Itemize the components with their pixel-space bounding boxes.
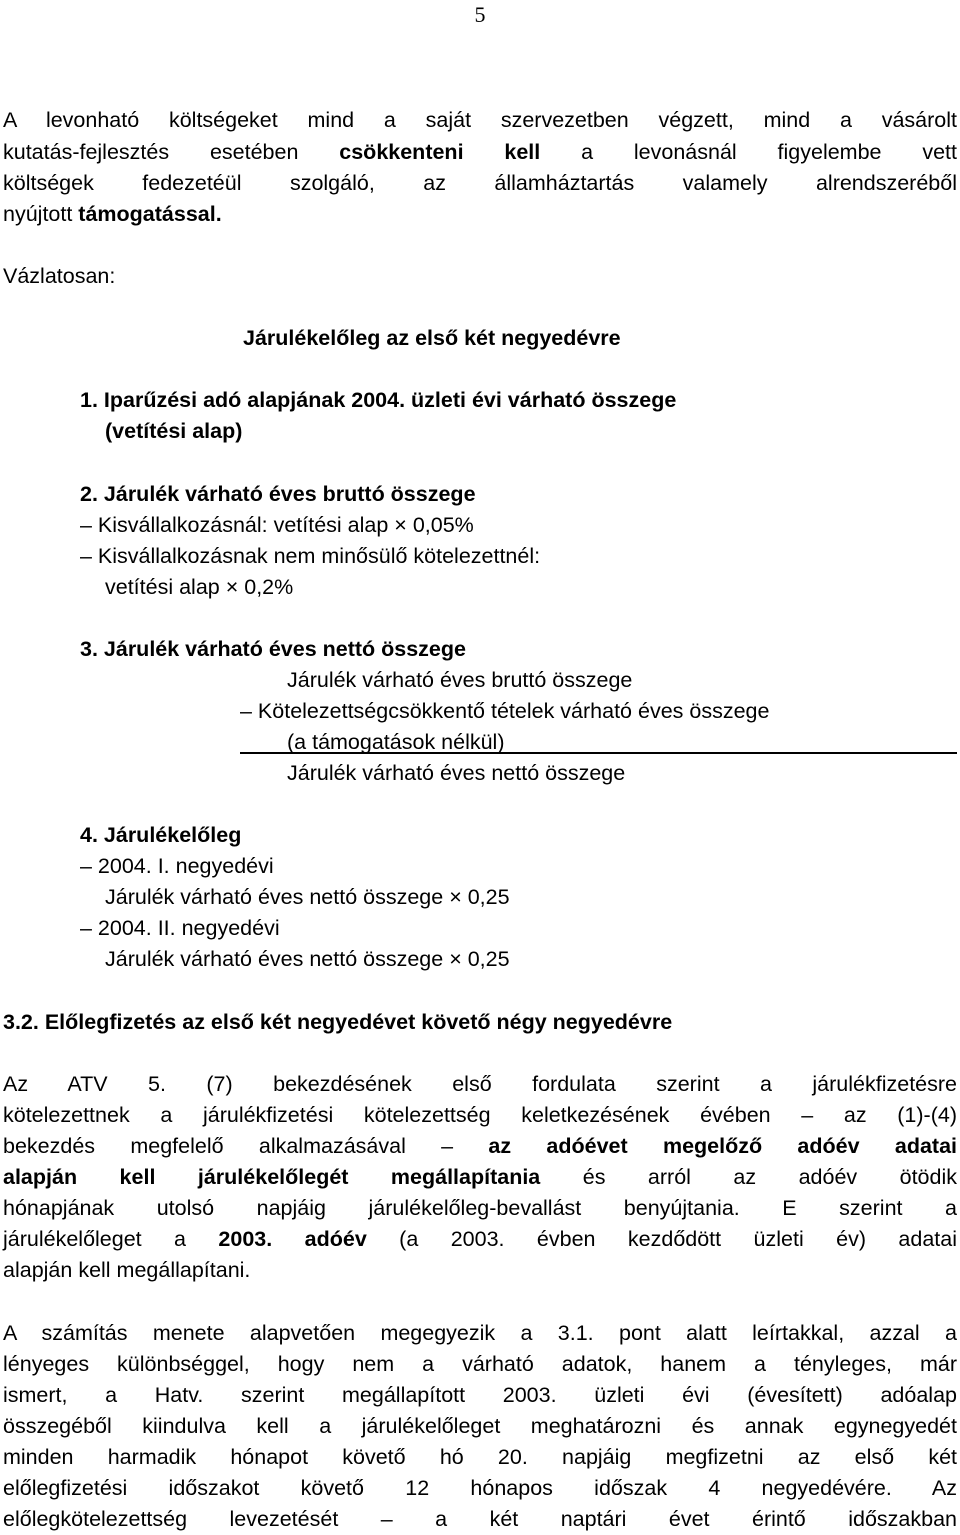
para2-line-5: minden harmadik hónapot követő hó 20. napjáig megfizetni az első két [3,1445,957,1469]
para1-line-7: alapján kell megállapítani. [3,1258,251,1282]
step-1-sub: (vetítési alap) [105,419,243,443]
intro-line-4: nyújtott támogatással. [3,202,222,226]
sum-underline [240,752,957,754]
step-3-gross: Járulék várható éves bruttó összege [287,668,633,692]
para2-line-3: ismert, a Hatv. szerint megállapított 2003. üzleti évi (évesített) adóalap [3,1383,957,1407]
para1-line-4: alapján kell járulékelőlegét megállapítania és arról az adóév ötödik [3,1165,957,1189]
step-3-deductions: – Kötelezettségcsökkentő tételek várható éves összege [240,699,770,723]
emphasis-prior-year: az adóévet megelőző adóév adatai [488,1134,957,1158]
step-3-net: Járulék várható éves nettó összege [287,761,626,785]
para1-line-3: bekezdés megfelelő alkalmazásával – az adóévet megelőző adóév adatai [3,1134,957,1158]
para1-line-2: kötelezettnek a járulékfizetési kötelezettség keletkezésének évében – az (1)-(4) [3,1103,957,1127]
page-number: 5 [474,2,486,27]
emphasis-year: 2003. [218,1227,273,1251]
step-2-other: – Kisvállalkozásnak nem minősülő kötelezettnél: [80,544,541,568]
emphasis-determine: alapján kell járulékelőlegét megállapítania [3,1165,541,1189]
emphasis-tax-year: adóév [304,1227,367,1251]
para2-line-4: összegéből kiindulva kell a járulékelőleget meghatározni és annak egynegyedét [3,1414,957,1438]
step-3-deductions-note: (a támogatások nélkül) [287,730,505,754]
emphasis-support: támogatással. [78,202,222,226]
advance-heading: Járulékelőleg az első két negyedévre [243,326,621,350]
step-2-small-business: – Kisvállalkozásnál: vetítési alap × 0,05% [80,513,474,537]
step-4-q2: – 2004. II. negyedévi [80,916,280,940]
para2-line-1: A számítás menete alapvetően megegyezik a 3.1. pont alatt leírtakkal, azzal a [3,1321,957,1345]
para2-line-2: lényeges különbséggel, hogy nem a várható adatok, hanem a tényleges, már [3,1352,957,1376]
step-4-q1-formula: Járulék várható éves nettó összege × 0,25 [105,885,510,909]
step-4: 4. Járulékelőleg [80,823,242,847]
para2-line-6: előlegfizetési időszakot követő 12 hónapos időszak 4 negyedévére. Az [3,1476,957,1500]
intro-line-1: A levonható költségeket mind a saját szervezetben végzett, mind a vásárolt [3,108,957,132]
para1-line-1: Az ATV 5. (7) bekezdésének első fordulata szerint a járulékfizetésre [3,1072,957,1096]
step-1: 1. Iparűzési adó alapjának 2004. üzleti évi várható összege [80,388,677,412]
step-2: 2. Járulék várható éves bruttó összege [80,482,476,506]
section-heading: 3.2. Előlegfizetés az első két negyedévet követő négy negyedévre [3,1010,673,1034]
para2-line-7: előlegkötelezettség levezetését – a két naptári évet érintő időszakban [3,1507,957,1531]
emphasis-reduce: csökkenteni kell [339,140,541,164]
para1-line-5: hónapjának utolsó napjáig járulékelőleg-bevallást benyújtania. E szerint a [3,1196,957,1220]
step-4-q1: – 2004. I. negyedévi [80,854,274,878]
sketch-label: Vázlatosan: [3,264,116,288]
step-3: 3. Járulék várható éves nettó összege [80,637,466,661]
intro-line-2: kutatás-fejlesztés esetében csökkenteni kell a levonásnál figyelembe vett [3,140,957,164]
step-4-q2-formula: Járulék várható éves nettó összege × 0,25 [105,947,510,971]
step-2-other-formula: vetítési alap × 0,2% [105,575,294,599]
intro-line-3: költségek fedezetéül szolgáló, az államháztartás valamely alrendszeréből [3,171,957,195]
para1-line-6: járulékelőleget a 2003. adóév (a 2003. évben kezdődött üzleti év) adatai [3,1227,957,1251]
